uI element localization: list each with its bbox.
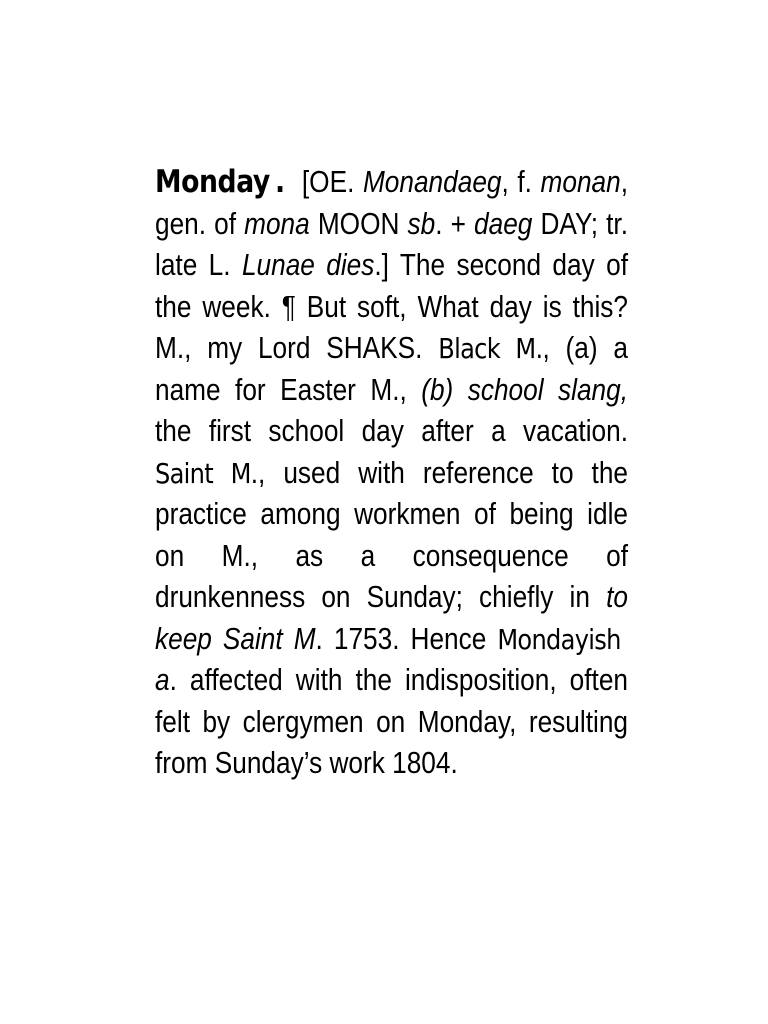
etymology-latin: Lunae dies: [241, 248, 375, 282]
etymology-text-4: MOON: [309, 206, 408, 241]
definition-italic-2: to keep Saint M: [155, 580, 628, 656]
etymology-form-1: Monandaeg: [362, 165, 502, 199]
definition-italic-1: (b) school slang,: [421, 372, 628, 407]
etymology-text-5: . +: [435, 206, 475, 241]
etymology-close: .]: [374, 248, 389, 282]
etymology-text-3: , gen. of: [155, 165, 629, 241]
definition-text-4: ., used with reference to the practice among workmen of being idle on M., as a consequence of drunkenness on Sunday; chiefly in: [155, 455, 628, 614]
etymology-form-3: mona: [244, 206, 310, 241]
headword-period: .: [275, 164, 285, 200]
etymology-text-6: DAY; tr. late L.: [155, 206, 628, 282]
definition-text-3: the first school day after a vacation.: [155, 414, 628, 448]
sub-entry-saint-monday: Saint M: [155, 456, 251, 490]
definition-text-5: . 1753. Hence: [315, 621, 498, 656]
sub-entry-mondayish: Mondayish: [497, 622, 621, 656]
sub-entry-black-monday: Black M.: [438, 332, 543, 365]
headword: Monday: [155, 164, 270, 200]
definition-text-6: . affected with the indisposition, often felt by clergymen on Monday, resulting from Sunday’s work 1804.: [155, 663, 628, 780]
etymology-form-2: monan: [540, 165, 621, 199]
dictionary-entry: [155, 162, 628, 785]
etymology-abbrev: sb: [407, 206, 436, 241]
definition-text-2: , (a) a name for Easter M.,: [155, 331, 628, 407]
etymology-open: [OE.: [301, 165, 363, 199]
etymology-form-4: daeg: [474, 206, 533, 241]
part-of-speech: a: [155, 663, 170, 697]
etymology-text-2: , f.: [501, 165, 541, 199]
definition-text-1: The second day of the week. ¶ But soft, What day is this? M., my Lord SHAKS.: [155, 248, 628, 365]
